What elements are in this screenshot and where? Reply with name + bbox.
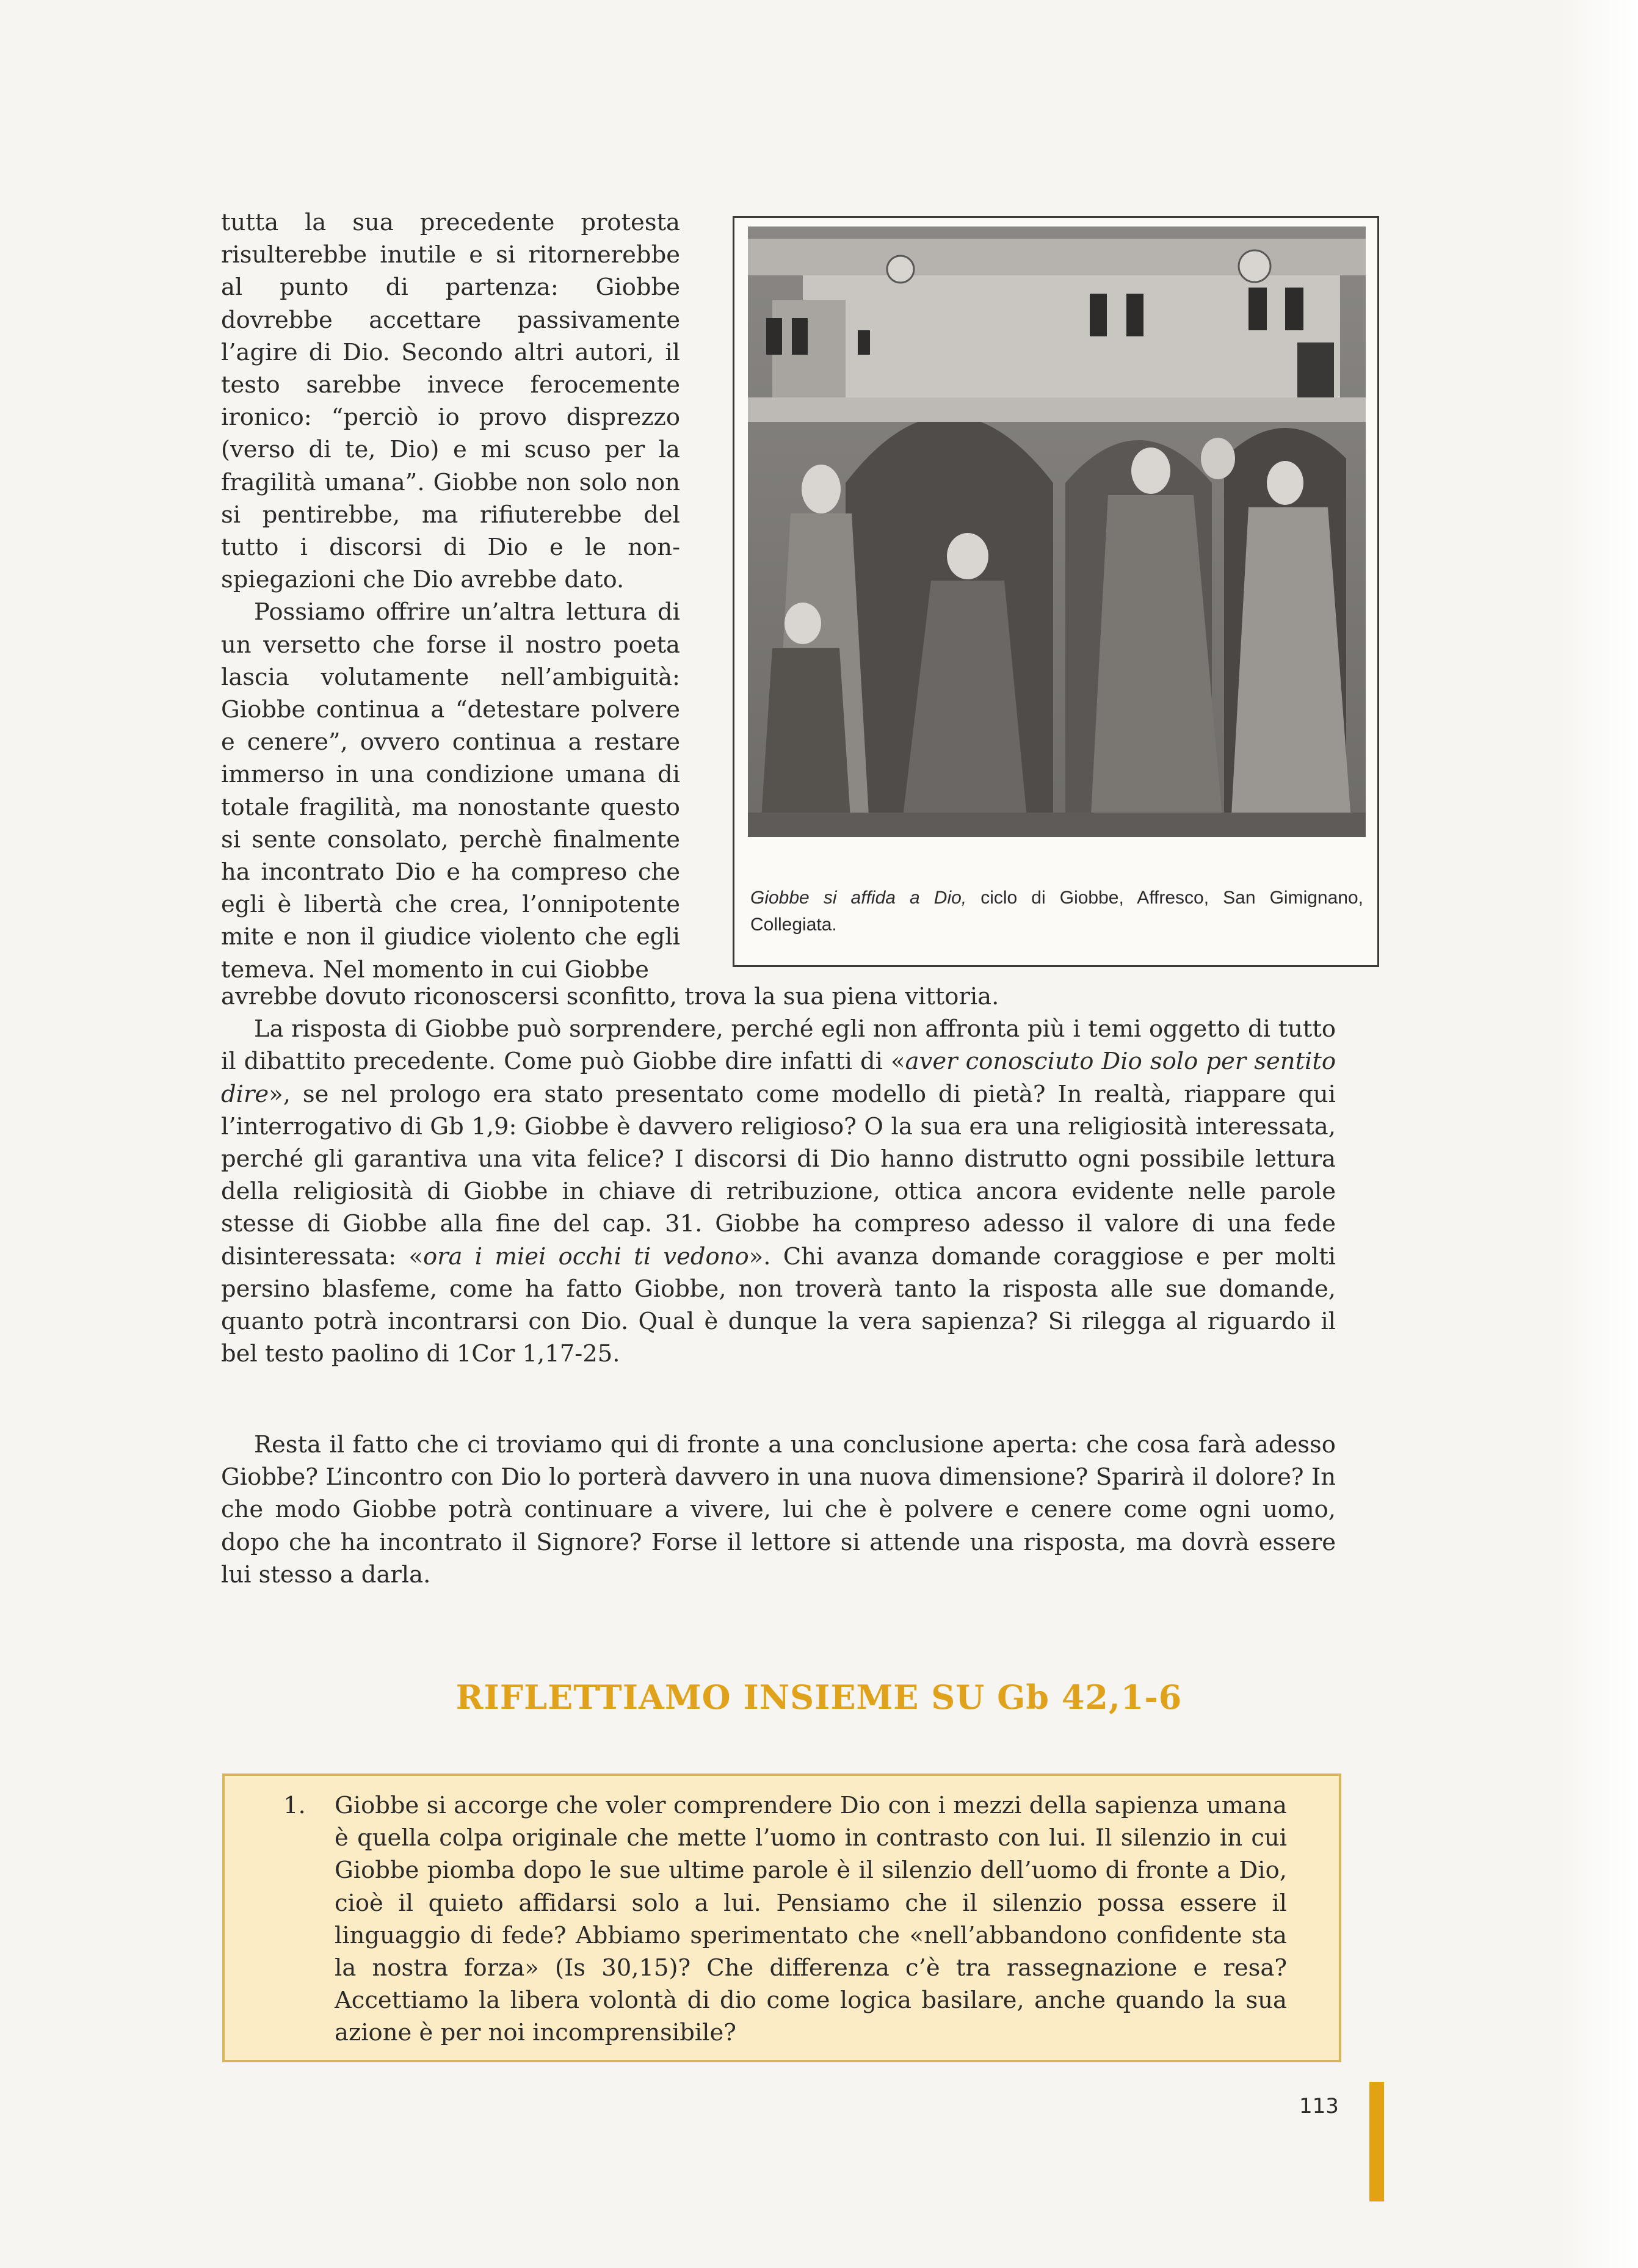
paragraph-1: tutta la sua precedente protesta risulterebbe inutile e si ritornerebbe al punto di partenza: Giobbe dovrebbe accettare passivamente l’agire di Dio. Secondo altri autori, il testo sarebbe invece ferocemente ironico: “perciò io provo disprezzo (verso di te, Dio) e mi scuso per la fragilità umana”. Giobbe non solo non si pentirebbe, ma rifiuterebbe del tutto i discorsi di Dio e le non-spiegazioni che Dio avrebbe dato. (221, 209, 680, 594)
paragraph-3-part-b: », se nel prologo era stato presentato come modello di pietà? In realtà, riappare qui l’interrogativo di Gb 1,9: Giobbe è davvero religioso? O la sua era una religiosità interessata, perché gli garantiva una vita felice? I discorsi di Dio hanno distrutto ogni possibile lettura della religiosità di Giobbe in chiave di retribuzione, ottica ancora evidente nelle parole stesse di Giobbe alla fine del cap. 31. Giobbe ha compreso adesso il valore di una fede disinteressata: « (221, 1080, 1336, 1270)
quote-sentito-dire: aver conosciuto Dio solo per sentito dire (221, 1048, 1336, 1108)
page-tab-marker (1369, 2082, 1384, 2201)
paragraph-2-end: avrebbe dovuto riconoscersi sconfitto, trova la sua piena vittoria. (221, 983, 999, 1010)
caption-title: Giobbe si affida a Dio, (750, 888, 967, 908)
reflection-number: 1. (283, 1792, 306, 1819)
body-text (221, 980, 1336, 1370)
page-edge (1559, 0, 1638, 2268)
conclusion-text (221, 1429, 1336, 1591)
reflection-box (222, 1773, 1341, 2062)
caption-details: ciclo di Giobbe, Affresco, San Gimignano, Collegiata. (750, 888, 1364, 935)
page-number: 113 (1299, 2094, 1339, 2118)
paragraph-4: Resta il fatto che ci troviamo qui di fronte a una conclusione aperta: che cosa farà adesso Giobbe? L’incontro con Dio lo porterà davvero in una nuova dimensione? Sparirà il dolore? In che modo Giobbe potrà continuare a vivere, lui che è polvere e cenere come ogni uomo, dopo che ha incontrato il Signore? Forse il lettore si attende una risposta, ma dovrà essere lui stesso a darla. (221, 1431, 1336, 1589)
quote-occhi-vedono: ora i miei occhi ti vedono (422, 1242, 749, 1270)
paragraph-3-part-c: ». Chi avanza domande coraggiose e per molti persino blasfeme, come ha fatto Giobbe, non troverà tanto la risposta alle sue domande, quanto potrà incontrarsi con Dio. Qual è dunque la vera sapienza? Si rilegga al riguardo il bel testo paolino di 1Cor 1,17-25. (221, 1242, 1336, 1368)
section-title: RIFLETTIAMO INSIEME SU Gb 42,1-6 (455, 1678, 1183, 1717)
fresco-image (748, 226, 1366, 837)
paragraph-3-part-a: La risposta di Giobbe può sorprendere, perché egli non affronta più i temi oggetto di tutto il dibattito precedente. Come può Giobbe dire infatti di « (221, 1015, 1336, 1076)
left-column (221, 206, 680, 986)
reflection-text: Giobbe si accorge che voler comprendere Dio con i mezzi della sapienza umana è quella colpa originale che mette l’uomo in contrasto con lui. Il silenzio in cui Giobbe piomba dopo le sue ultime parole è il silenzio dell’uomo di fronte a Dio, cioè il quieto affidarsi solo a lui. Pensiamo che il silenzio possa essere il linguaggio di fede? Abbiamo sperimentato che «nell’abbandono confidente sta la nostra forza» (Is 30,15)? Che differenza c’è tra rassegnazione e resa? Accettiamo la libera volontà di dio come logica basilare, anche quando la sua azione è per noi incomprensibile? (335, 1792, 1287, 2047)
figure-caption (750, 885, 1363, 938)
figure (733, 216, 1379, 967)
paragraph-2: Possiamo offrire un’altra lettura di un versetto che forse il nostro poeta lascia volutamente nell’ambiguità: Giobbe continua a “detestare polvere e cenere”, ovvero continua a restare immerso in una condizione umana di totale fragilità, ma nonostante questo si sente consolato, perchè finalmente ha incontrato Dio e ha compreso che egli è libertà che crea, l’onnipotente mite e non il giudice violento che egli temeva. Nel momento in cui Giobbe (221, 598, 680, 984)
paragraph-3 (221, 1013, 1336, 1370)
